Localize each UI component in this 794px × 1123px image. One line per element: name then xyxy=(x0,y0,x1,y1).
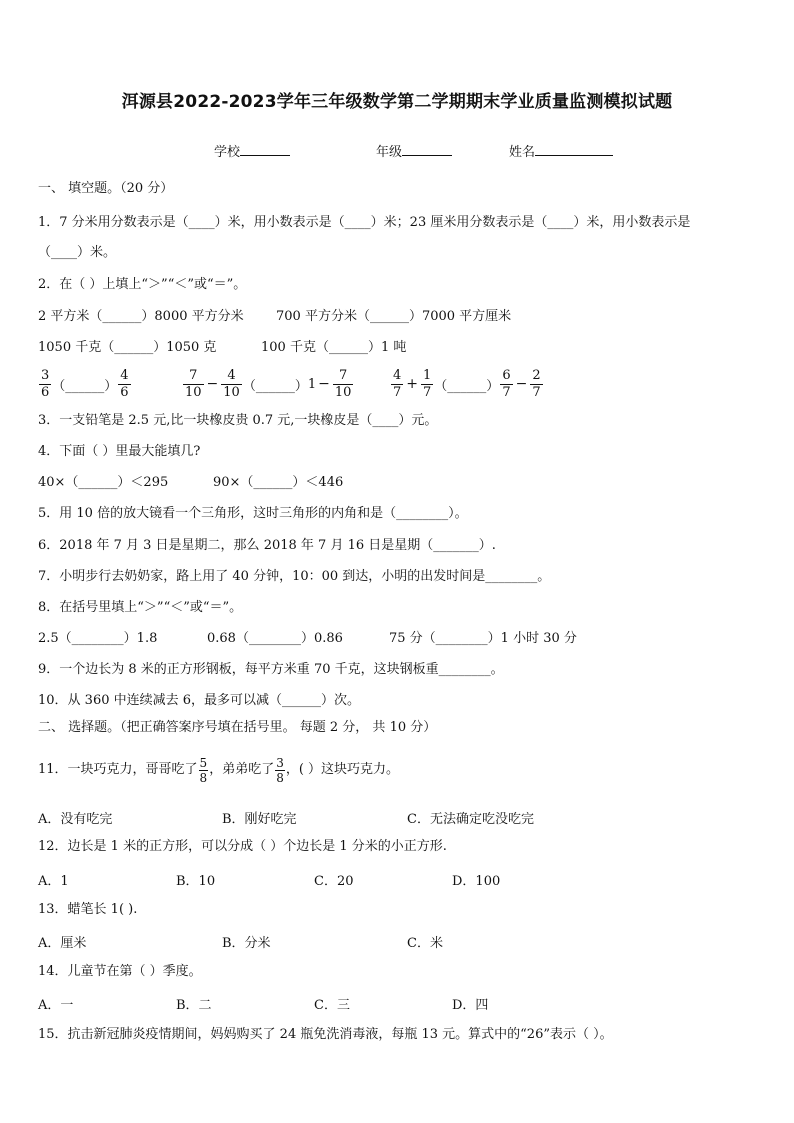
section1-heading: 一、 填空题。（20 分） xyxy=(38,181,174,196)
q14-option-d[interactable]: D．四 xyxy=(452,998,489,1013)
q1-line2: （____）米。 xyxy=(38,245,117,260)
q14-option-b[interactable]: B．二 xyxy=(176,998,212,1013)
q2-row1-a: 2 平方米（______）8000 平方分米 xyxy=(38,309,244,324)
q12-option-b[interactable]: B．10 xyxy=(176,874,216,889)
answer-blank[interactable]: （______） xyxy=(242,378,308,394)
q13-option-a[interactable]: A．厘米 xyxy=(38,936,87,951)
fraction: $\frac{5}{8}$ xyxy=(199,755,208,785)
q11-option-c[interactable]: C．无法确定吃没吃完 xyxy=(407,812,534,827)
q4-a: 40×（______）＜295 xyxy=(38,475,169,490)
q8-c: 75 分（________）1 小时 30 分 xyxy=(389,631,577,646)
fraction: $\frac{7}{10}$ xyxy=(185,367,202,400)
fraction: $\frac{7}{10}$ xyxy=(334,367,352,400)
q7: 7．小明步行去奶奶家，路上用了 40 分钟，10：00 到达，小明的出发时间是________。 xyxy=(38,569,551,584)
name-field xyxy=(509,141,613,160)
q15-stem: 15．抗击新冠肺炎疫情期间，妈妈购买了 24 瓶免洗消毒液，每瓶 13 元。算式中的“26”表示（ ）。 xyxy=(38,1027,613,1042)
q14-option-c[interactable]: C．三 xyxy=(314,998,350,1013)
fraction: $\frac{1}{7}$ xyxy=(423,367,432,400)
fraction: $\frac{4}{7}$ xyxy=(393,367,402,400)
q6: 6．2018 年 7 月 3 日是星期二，那么 2018 年 7 月 16 日是星期（_______）. xyxy=(38,538,496,553)
fraction: $\frac{3}{8}$ xyxy=(276,755,284,785)
q1-line1: 1．7 分米用分数表示是（____）米，用小数表示是（____）米；23 厘米用分数表示是（____）米，用小数表示是 xyxy=(38,215,691,230)
grade-blank[interactable] xyxy=(402,142,452,156)
school-label: 学校 xyxy=(214,145,241,160)
q5: 5．用 10 倍的放大镜看一个三角形，这时三角形的内角和是（________）。 xyxy=(38,506,468,521)
page-title: 洱源县2022-2023学年三年级数学第二学期期末学业质量监测模拟试题 xyxy=(121,92,673,112)
q4-b: 90×（______）＜446 xyxy=(213,475,344,490)
q13-option-b[interactable]: B．分米 xyxy=(222,936,271,951)
q2-row2-a: 1050 千克（______）1050 克 xyxy=(38,340,217,355)
frac-compare-3: $\frac{4}{7}$ + $\frac{1}{7}$ （______） $\frac{6}{7}$ − $\frac{2}{7}$ xyxy=(393,367,541,400)
q11-option-b[interactable]: B．刚好吃完 xyxy=(222,812,297,827)
name-label: 姓名 xyxy=(509,145,536,160)
q12-option-a[interactable]: A．1 xyxy=(38,874,69,889)
q2-row1-b: 700 平方分米（______）7000 平方厘米 xyxy=(276,309,512,324)
q12-option-c[interactable]: C．20 xyxy=(314,874,354,889)
q4-stem: 4．下面（ ）里最大能填几? xyxy=(38,444,201,459)
frac-compare-2: $\frac{7}{10}$ − $\frac{4}{10}$ （______） 1 − $\frac{7}{10}$ xyxy=(185,367,352,400)
q12-stem: 12．边长是 1 米的正方形，可以分成（ ）个边长是 1 分米的小正方形. xyxy=(38,839,447,854)
q8-a: 2.5（________）1.8 xyxy=(38,631,158,646)
grade-field xyxy=(376,141,452,160)
frac-compare-1 xyxy=(38,364,132,404)
q12-option-d[interactable]: D．100 xyxy=(452,874,501,889)
section2-heading: 二、 选择题。（把正确答案序号填在括号里。 每题 2 分， 共 10 分） xyxy=(38,720,437,735)
q14-option-a[interactable]: A．一 xyxy=(38,998,74,1013)
q11-option-a[interactable]: A．没有吃完 xyxy=(38,812,113,827)
fraction: $\frac{4}{10}$ xyxy=(223,367,240,400)
q2-row2-b: 100 千克（______）1 吨 xyxy=(261,340,407,355)
fraction: $\frac{2}{7}$ xyxy=(532,367,541,400)
answer-blank[interactable]: （______） xyxy=(434,378,500,394)
q13-stem: 13．蜡笔长 1( ). xyxy=(38,902,138,917)
q2-stem: 2．在（ ）上填上“＞”“＜”或“＝”。 xyxy=(38,277,247,292)
fraction: $\frac{4}{6}$ xyxy=(120,367,129,400)
grade-label: 年级 xyxy=(376,145,403,160)
q8-stem: 8．在括号里填上“＞”“＜”或“＝”。 xyxy=(38,600,243,615)
q2-fraction-row xyxy=(38,364,778,404)
fraction: $\frac{3}{6}$ xyxy=(41,367,50,400)
school-field xyxy=(214,141,290,160)
q13-option-c[interactable]: C．米 xyxy=(407,936,443,951)
fraction: $\frac{6}{7}$ xyxy=(502,367,511,400)
name-blank[interactable] xyxy=(535,142,613,156)
q10: 10．从 360 中连续减去 6，最多可以减（______）次。 xyxy=(38,693,361,708)
q3: 3．一支铅笔是 2.5 元,比一块橡皮贵 0.7 元,一块橡皮是（____）元。 xyxy=(38,413,438,428)
q14-stem: 14．儿童节在第（ ）季度。 xyxy=(38,964,202,979)
answer-blank[interactable]: （______） xyxy=(52,378,118,394)
q9: 9．一个边长为 8 米的正方形钢板，每平方米重 70 千克，这块钢板重________。 xyxy=(38,662,504,677)
q11-stem: 11．一块巧克力，哥哥吃了 $\frac{5}{8}$ ，弟弟吃了 $\frac{3}{8}$ ，( ）这块巧克力。 xyxy=(38,755,400,785)
school-blank[interactable] xyxy=(240,142,290,156)
q8-b: 0.68（________）0.86 xyxy=(207,631,343,646)
